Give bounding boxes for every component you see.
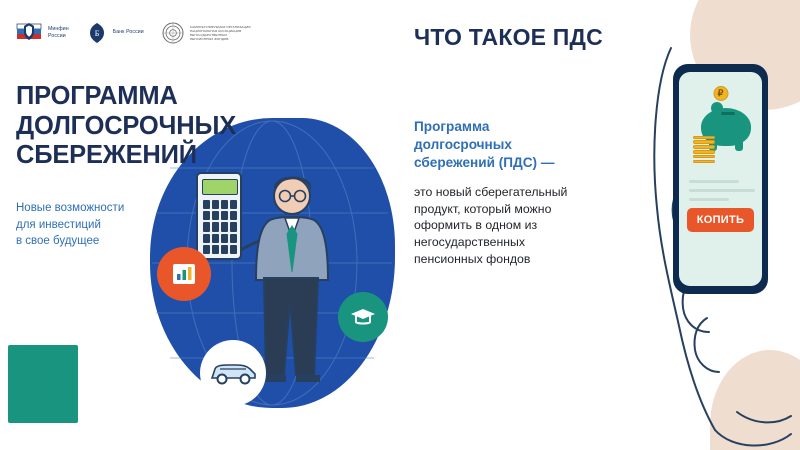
minfin-logo — [16, 22, 69, 44]
phone-text-line — [689, 198, 729, 201]
ruble-coin-icon: ₽ — [713, 86, 728, 101]
smartphone — [673, 64, 768, 294]
sro-napf-logo-text: САМОРЕГУЛИРУЕМАЯ ОРГАНИЗАЦИЯ НАЦИОНАЛЬНАЯ АССОЦИАЦИЯ НЕГОСУДАРСТВЕННЫХ ПЕНСИОННЫХ ФОНДОВ — [189, 24, 251, 42]
page-title: ЧТО ТАКОЕ ПДС — [414, 24, 603, 50]
bar-chart-icon — [169, 259, 199, 289]
chart-badge — [157, 247, 211, 301]
graduation-cap-icon — [349, 303, 377, 331]
poster-subtitle: Новые возможности для инвестиций в свое будущее — [16, 202, 125, 248]
education-badge — [338, 292, 388, 342]
calculator-keys — [203, 200, 237, 254]
kopit-button[interactable]: КОПИТЬ — [687, 208, 754, 232]
calculator-screen — [202, 179, 238, 195]
bank-rossii-emblem-icon — [87, 22, 107, 44]
piggy-leg — [735, 142, 743, 151]
sro-napf-emblem-icon — [162, 22, 184, 44]
phone-text-line — [689, 180, 739, 183]
car-icon — [207, 356, 259, 390]
logo-row — [16, 22, 285, 44]
body-paragraph: это новый сберегательный продукт, который можно оформить в одном из негосударственных пенсионных фондов — [414, 185, 568, 266]
minfin-logo-text: Минфин России — [48, 25, 69, 39]
lead-paragraph: Программа долгосрочных сбережений (ПДС) — — [414, 119, 555, 171]
left-poster — [0, 0, 396, 450]
minfin-emblem-icon — [16, 22, 42, 44]
svg-text:Б: Б — [94, 29, 100, 38]
bank-rossii-logo-text: Банк России — [112, 29, 144, 36]
calculator-illustration — [196, 172, 242, 260]
coin-stack-icon — [693, 134, 715, 163]
sro-napf-logo — [162, 22, 285, 44]
phone-screen — [679, 72, 762, 286]
poster-title: ПРОГРАММА ДОЛГОСРОЧНЫХ СБЕРЕЖЕНИЙ — [16, 82, 237, 170]
piggy-slot — [721, 112, 735, 115]
right-panel — [396, 0, 800, 450]
bank-rossii-logo — [87, 22, 144, 44]
teal-accent-block — [8, 345, 78, 423]
car-badge — [200, 340, 266, 406]
phone-text-line — [689, 189, 755, 192]
